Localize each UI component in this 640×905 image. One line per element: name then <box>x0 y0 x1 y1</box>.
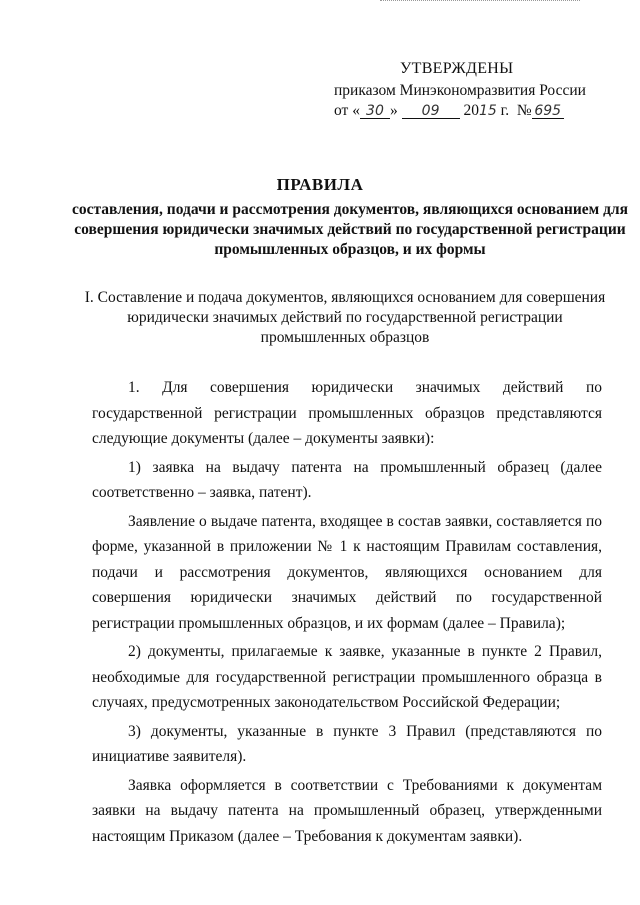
date-prefix: от « <box>334 102 360 119</box>
document-body <box>92 375 602 852</box>
paragraph: 3) документы, указанные в пункте 3 Правил (представляются по инициативе заявителя). <box>92 722 602 765</box>
approval-day: 30 <box>360 104 390 119</box>
approval-month: 09 <box>402 104 460 119</box>
document-title: ПРАВИЛА <box>276 175 364 194</box>
paragraph: 1) заявка на выдачу патента на промышленный образец (далее соответственно – заявка, патент). <box>92 458 602 501</box>
scan-edge-mark <box>380 0 580 5</box>
approval-year-suffix: 15 <box>478 103 497 119</box>
date-day-suffix: » <box>389 102 398 119</box>
approval-order: приказом Минэкономразвития России <box>334 82 586 99</box>
approval-number: 695 <box>532 104 564 119</box>
approval-year-tail: г. <box>500 102 510 119</box>
approval-block <box>334 60 594 120</box>
paragraph: Заявка оформляется в соответствии с Требованиями к документам заявки на выдачу патента на промышленный образец, утвержденными настоящим Приказом (далее – Требования к документам заявки). <box>92 776 602 845</box>
approval-title: УТВЕРЖДЕНЫ <box>400 60 514 77</box>
paragraph: Заявление о выдаче патента, входящее в состав заявки, составляется по форме, указанной в приложении № 1 к настоящим Правилам составления, подачи и рассмотрения документов, являющихся основанием для совершения юридически значимых действий по государственной регистрации промышленных образцов, и их формам (далее – Правила); <box>92 512 602 632</box>
approval-number-label: № <box>516 102 532 119</box>
paragraph: 2) документы, прилагаемые к заявке, указанные в пункте 2 Правил, необходимые для государственной регистрации промышленного образца в случаях, предусмотренных законодательством Российской Федерации; <box>92 643 602 711</box>
document-subtitle: составления, подачи и рассмотрения документов, являющихся основанием для совершения юридически значимых действий по государственной регистрации промышленных образцов, и их формы <box>71 201 628 258</box>
section-heading: I. Составление и подача документов, являющихся основанием для совершения юридически значимых действий по государственной регистрации промышленных образцов <box>84 289 606 346</box>
paragraph: 1. Для совершения юридически значимых действий по государственной регистрации промышленных образцов представляются следующие документы (далее – документы заявки): <box>92 379 602 447</box>
approval-year-prefix: 20 <box>463 102 479 119</box>
approval-date-line <box>334 102 594 120</box>
